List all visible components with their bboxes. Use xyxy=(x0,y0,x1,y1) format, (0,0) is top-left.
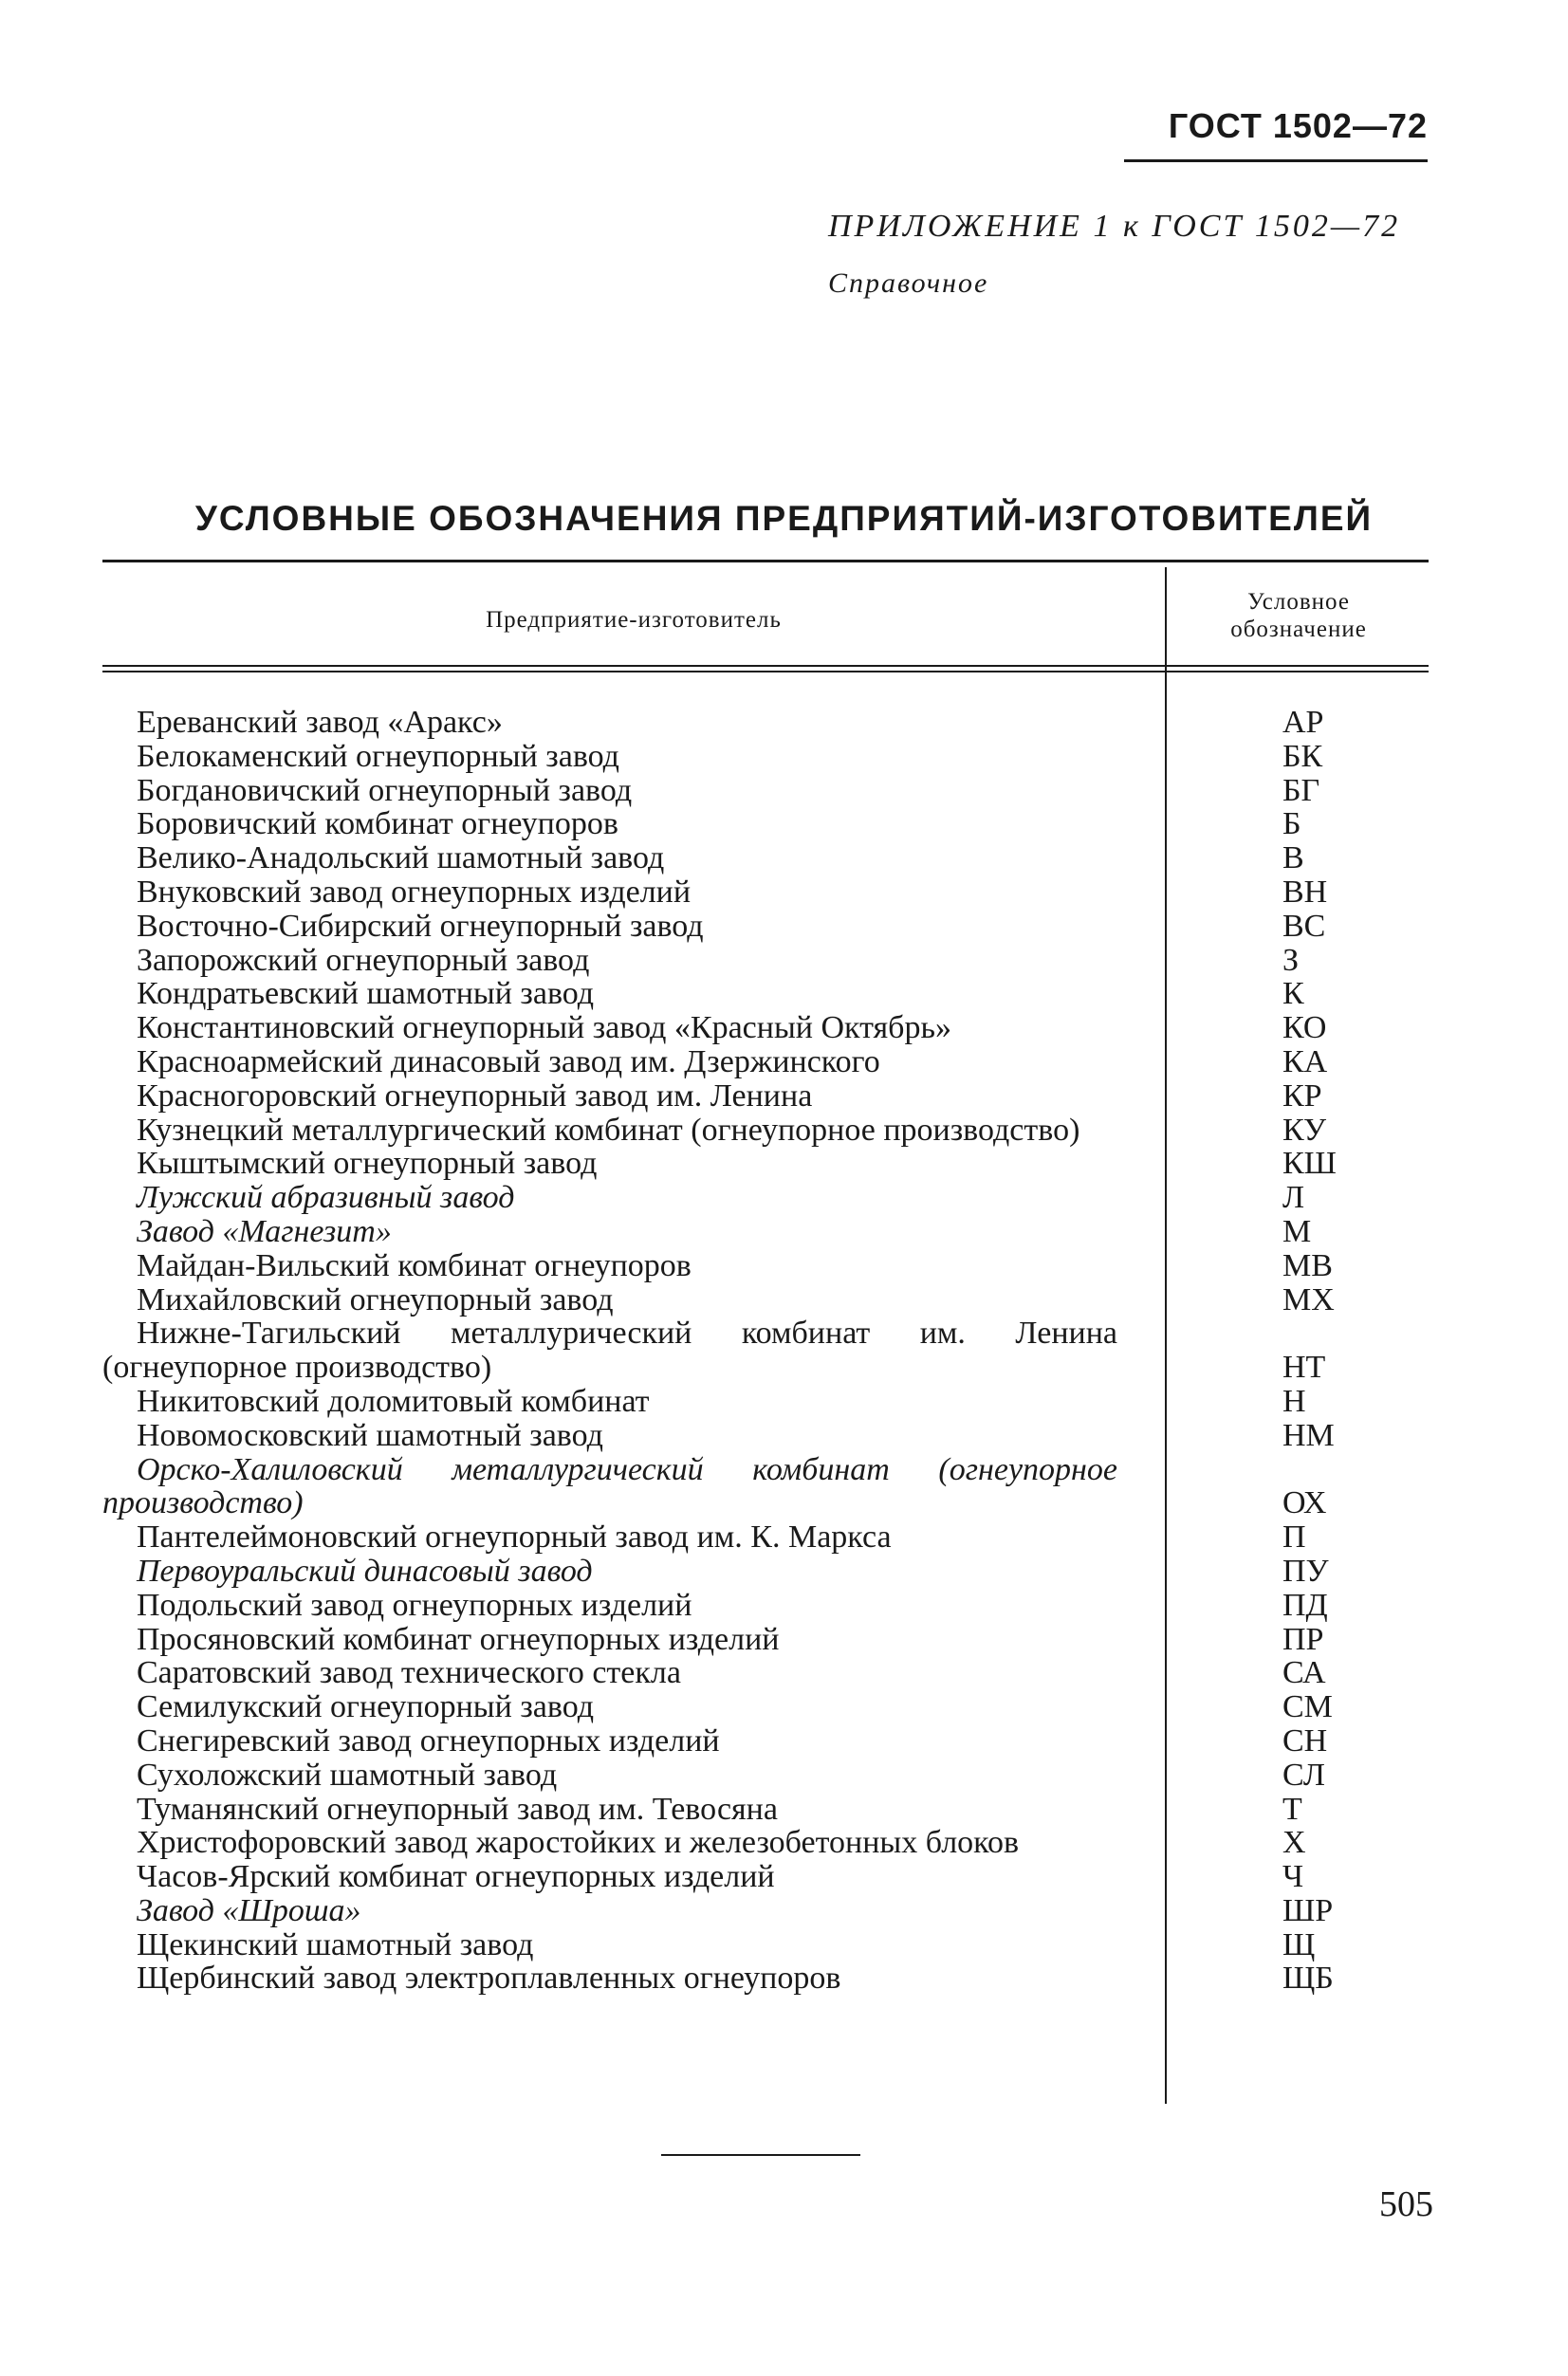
manufacturer-name: Лужский абразивный завод xyxy=(137,1180,515,1216)
manufacturer-code: ПУ xyxy=(1282,1553,1329,1589)
table-top-rule xyxy=(102,560,1429,562)
manufacturer-name: Нижне-Тагильский металлурический комбинат им. Ленина (огнеупорное производство) xyxy=(102,1316,1117,1386)
manufacturer-code: Л xyxy=(1282,1180,1305,1216)
appendix-type: Справочное xyxy=(828,267,989,299)
manufacturer-name: Часов-Ярский комбинат огнеупорных изделий xyxy=(137,1859,775,1895)
table-row xyxy=(0,1589,1568,1623)
table-row xyxy=(0,706,1568,740)
manufacturer-name: Сухоложский шамотный завод xyxy=(137,1757,558,1793)
manufacturer-code: ПР xyxy=(1282,1621,1324,1657)
manufacturer-name: Щекинский шамотный завод xyxy=(137,1926,534,1962)
manufacturer-code: НМ xyxy=(1282,1417,1335,1453)
manufacturer-code: Н xyxy=(1282,1383,1306,1419)
table-row xyxy=(0,1962,1568,1996)
manufacturer-code: К xyxy=(1282,976,1304,1012)
manufacturer-name: Кыштымский огнеупорный завод xyxy=(137,1146,598,1182)
manufacturer-name: Красноармейский динасовый завод им. Дзержинского xyxy=(137,1043,880,1079)
manufacturer-name: Пантелеймоновский огнеупорный завод им. К. Маркса xyxy=(137,1520,892,1556)
manufacturer-code: КА xyxy=(1282,1043,1328,1079)
table-row xyxy=(0,1894,1568,1928)
page-title: УСЛОВНЫЕ ОБОЗНАЧЕНИЯ ПРЕДПРИЯТИЙ-ИЗГОТОВИТЕЛЕЙ xyxy=(194,499,1374,538)
manufacturer-name: Велико-Анадольский шамотный завод xyxy=(137,840,665,876)
manufacturer-code: М xyxy=(1282,1213,1312,1249)
manufacturer-code: КО xyxy=(1282,1010,1327,1046)
manufacturer-code: ВС xyxy=(1282,908,1326,944)
manufacturer-name: Михайловский огнеупорный завод xyxy=(137,1281,614,1317)
table-row xyxy=(0,1045,1568,1079)
table-row xyxy=(0,1181,1568,1215)
manufacturer-code: КУ xyxy=(1282,1112,1327,1148)
manufacturer-code: АР xyxy=(1282,705,1324,740)
manufacturer-code: П xyxy=(1282,1520,1306,1556)
table-row xyxy=(0,1656,1568,1690)
table-row xyxy=(0,740,1568,774)
manufacturer-name: Щербинский завод электроплавленных огнеупоров xyxy=(137,1961,841,1997)
manufacturer-name: Майдан-Вильский комбинат огнеупоров xyxy=(137,1247,692,1283)
table-row xyxy=(0,841,1568,875)
table-row xyxy=(0,977,1568,1011)
manufacturer-name: Константиновский огнеупорный завод «Красный Октябрь» xyxy=(137,1010,951,1046)
manufacturer-name: Новомосковский шамотный завод xyxy=(137,1417,603,1453)
manufacturer-code: БГ xyxy=(1282,772,1320,808)
table-row xyxy=(0,1555,1568,1589)
manufacturer-code: ОХ xyxy=(1282,1485,1327,1521)
manufacturer-code: МВ xyxy=(1282,1247,1333,1283)
table-row xyxy=(0,1114,1568,1148)
manufacturer-name: Завод «Магнезит» xyxy=(137,1213,392,1249)
table-row xyxy=(0,807,1568,841)
manufacturer-name: Кондратьевский шамотный завод xyxy=(137,976,595,1012)
manufacturer-name: Подольский завод огнеупорных изделий xyxy=(137,1587,692,1623)
manufacturer-code: Ч xyxy=(1282,1859,1304,1895)
manufacturer-code: ВН xyxy=(1282,874,1328,910)
manufacturer-name: Красногоровский огнеупорный завод им. Ленина xyxy=(137,1077,813,1114)
manufacturer-code: Х xyxy=(1282,1825,1306,1861)
manufacturer-code: БК xyxy=(1282,738,1323,774)
manufacturer-name: Кузнецкий металлургический комбинат (огнеупорное производство) xyxy=(137,1112,1080,1148)
manufacturer-name: Туманянский огнеупорный завод им. Тевосяна xyxy=(137,1791,778,1827)
manufacturer-name: Белокаменский огнеупорный завод xyxy=(137,738,619,774)
manufacturer-table xyxy=(0,706,1568,1996)
manufacturer-name: Первоуральский динасовый завод xyxy=(137,1553,593,1589)
manufacturer-code: ЩБ xyxy=(1282,1961,1334,1997)
manufacturer-code: СЛ xyxy=(1282,1757,1325,1793)
manufacturer-code: СМ xyxy=(1282,1689,1333,1725)
table-row xyxy=(0,1690,1568,1724)
manufacturer-code: Щ xyxy=(1282,1926,1316,1962)
manufacturer-name: Просяновский комбинат огнеупорных изделий xyxy=(137,1621,780,1657)
table-row xyxy=(0,910,1568,944)
manufacturer-name: Богдановичский огнеупорный завод xyxy=(137,772,633,808)
table-row xyxy=(0,875,1568,910)
table-row xyxy=(0,1759,1568,1793)
footer-rule xyxy=(661,2154,860,2156)
header-rule xyxy=(1124,159,1428,162)
table-row xyxy=(0,1826,1568,1860)
table-row xyxy=(0,1011,1568,1045)
header-rule-2 xyxy=(102,671,1429,672)
header-rule-1 xyxy=(102,665,1429,667)
manufacturer-name: Завод «Шроша» xyxy=(137,1892,361,1928)
manufacturer-code: СА xyxy=(1282,1655,1326,1691)
manufacturer-code: СН xyxy=(1282,1722,1328,1759)
table-row xyxy=(0,1079,1568,1114)
table-row xyxy=(0,1215,1568,1249)
table-row xyxy=(0,1385,1568,1419)
table-row xyxy=(0,1724,1568,1759)
table-row xyxy=(0,944,1568,978)
manufacturer-name: Никитовский доломитовый комбинат xyxy=(137,1383,650,1419)
manufacturer-code: В xyxy=(1282,840,1304,876)
manufacturer-name: Внуковский завод огнеупорных изделий xyxy=(137,874,692,910)
table-row xyxy=(0,1419,1568,1453)
table-row xyxy=(0,1317,1568,1385)
manufacturer-name: Саратовский завод технического стекла xyxy=(137,1655,681,1691)
manufacturer-code: НТ xyxy=(1282,1350,1326,1386)
table-row xyxy=(0,1860,1568,1894)
manufacturer-name: Запорожский огнеупорный завод xyxy=(137,942,590,978)
table-row xyxy=(0,1793,1568,1827)
page-number: 505 xyxy=(1379,2184,1433,2224)
manufacturer-code: КР xyxy=(1282,1077,1322,1114)
manufacturer-code: ШР xyxy=(1282,1892,1334,1928)
manufacturer-name: Восточно-Сибирский огнеупорный завод xyxy=(137,908,704,944)
table-row xyxy=(0,774,1568,808)
manufacturer-name: Снегиревский завод огнеупорных изделий xyxy=(137,1722,720,1759)
column-header-manufacturer: Предприятие-изготовитель xyxy=(486,607,782,633)
table-row xyxy=(0,1283,1568,1317)
manufacturer-name: Орско-Халиловский металлургический комбинат (огнеупорное производство) xyxy=(102,1451,1117,1521)
manufacturer-code: ПД xyxy=(1282,1587,1328,1623)
table-row xyxy=(0,1928,1568,1962)
table-row xyxy=(0,1249,1568,1283)
manufacturer-name: Семилукский огнеупорный завод xyxy=(137,1689,595,1725)
table-row xyxy=(0,1147,1568,1181)
manufacturer-code: Т xyxy=(1282,1791,1302,1827)
standard-code: ГОСТ 1502—72 xyxy=(1168,106,1428,145)
manufacturer-code: З xyxy=(1282,942,1300,978)
manufacturer-name: Христофоровский завод жаростойких и железобетонных блоков xyxy=(137,1825,1020,1861)
manufacturer-code: МХ xyxy=(1282,1281,1335,1317)
manufacturer-name: Боровичский комбинат огнеупоров xyxy=(137,806,618,842)
column-header-code: Условное обозначение xyxy=(1230,589,1367,642)
appendix-label: ПРИЛОЖЕНИЕ 1 к ГОСТ 1502—72 xyxy=(828,209,1401,244)
manufacturer-name: Ереванский завод «Аракс» xyxy=(137,705,503,740)
manufacturer-code: Б xyxy=(1282,806,1301,842)
table-row xyxy=(0,1623,1568,1657)
table-row xyxy=(0,1453,1568,1521)
manufacturer-code: КШ xyxy=(1282,1146,1337,1182)
table-row xyxy=(0,1520,1568,1555)
